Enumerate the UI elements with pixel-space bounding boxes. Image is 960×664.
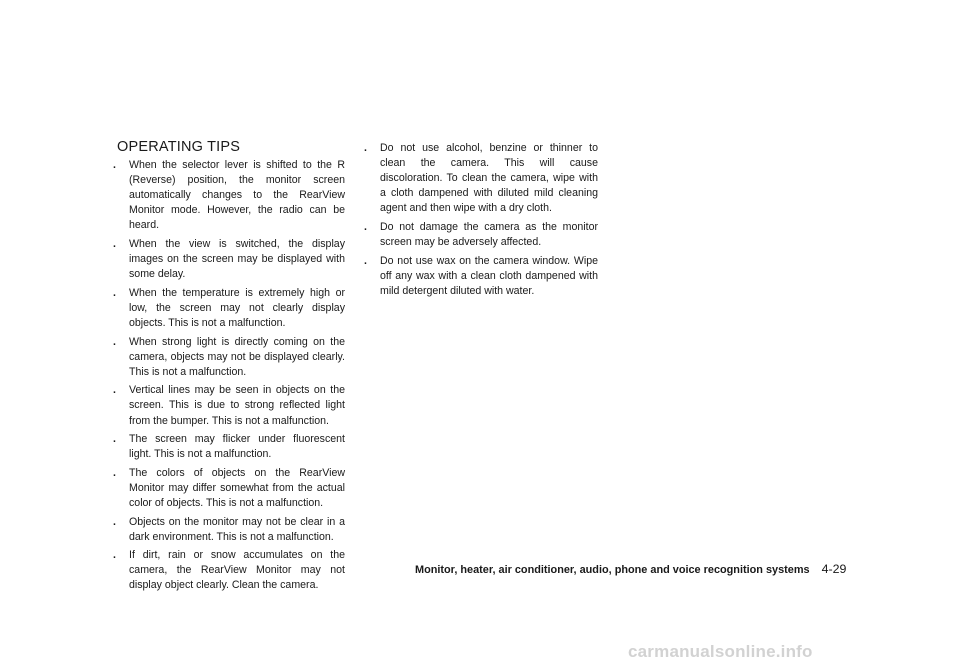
bullet-icon: . <box>113 286 116 299</box>
left-column <box>113 158 345 597</box>
list-item-text: The colors of objects on the RearView Monitor may differ somewhat from the actual color of objects. This is not a malfunction. <box>129 466 345 509</box>
bullet-icon: . <box>113 237 116 250</box>
bullet-icon: . <box>113 466 116 479</box>
bullet-icon: . <box>113 549 116 562</box>
bullet-icon: . <box>364 254 367 267</box>
bullet-icon: . <box>364 142 367 154</box>
list-item <box>364 254 598 299</box>
list-item <box>113 432 345 462</box>
list-item-text: When the view is switched, the display images on the screen may be displayed with some delay. <box>129 237 345 281</box>
list-item-text: Do not use alcohol, benzine or thinner to clean the camera. This will cause discoloration. To clean the camera, wipe with a cloth dampened with diluted mild cleaning agent and then wipe with a dry cloth. <box>380 142 598 215</box>
bullet-icon: . <box>364 220 367 233</box>
bullet-icon: . <box>113 433 116 446</box>
list-item <box>113 466 345 511</box>
list-item <box>113 286 345 331</box>
list-item <box>364 141 598 216</box>
bullet-icon: . <box>113 515 116 528</box>
page-footer <box>415 562 846 576</box>
list-item-text: Objects on the monitor may not be clear in a dark environment. This is not a malfunction. <box>129 515 345 543</box>
bullet-icon: . <box>113 384 116 397</box>
bullet-icon: . <box>113 159 116 171</box>
list-item <box>113 515 345 545</box>
section-heading: OPERATING TIPS <box>117 139 241 155</box>
list-item-text: Vertical lines may be seen in objects on the screen. This is due to strong reflected light from the bumper. This is not a malfunction. <box>129 384 345 427</box>
list-item-text: When the temperature is extremely high or low, the screen may not clearly display objects. This is not a malfunction. <box>129 286 345 329</box>
list-item <box>113 548 345 593</box>
page-number: 4-29 <box>821 562 847 576</box>
right-column <box>364 141 598 302</box>
list-item <box>364 220 598 250</box>
list-item <box>113 237 345 282</box>
list-item <box>113 335 345 380</box>
list-item-text: When the selector lever is shifted to the R (Reverse) position, the monitor screen automatically changes to the RearView Monitor mode. However, the radio can be heard. <box>129 159 345 232</box>
list-item-text: The screen may flicker under fluorescent light. This is not a malfunction. <box>129 433 345 461</box>
bullet-icon: . <box>113 335 116 348</box>
list-item-text: Do not damage the camera as the monitor screen may be adversely affected. <box>380 220 598 249</box>
list-item <box>113 158 345 233</box>
chapter-title: Monitor, heater, air conditioner, audio, phone and voice recognition systems <box>415 564 810 576</box>
list-item-text: When strong light is directly coming on the camera, objects may not be displayed clearly. This is not a malfunction. <box>129 335 345 378</box>
list-item-text: If dirt, rain or snow accumulates on the camera, the RearView Monitor may not display object clearly. Clean the camera. <box>129 549 345 592</box>
watermark-text: carmanualsonline.info <box>628 642 813 661</box>
list-item-text: Do not use wax on the camera window. Wipe off any wax with a clean cloth dampened with mild detergent diluted with water. <box>380 254 598 297</box>
list-item <box>113 383 345 428</box>
